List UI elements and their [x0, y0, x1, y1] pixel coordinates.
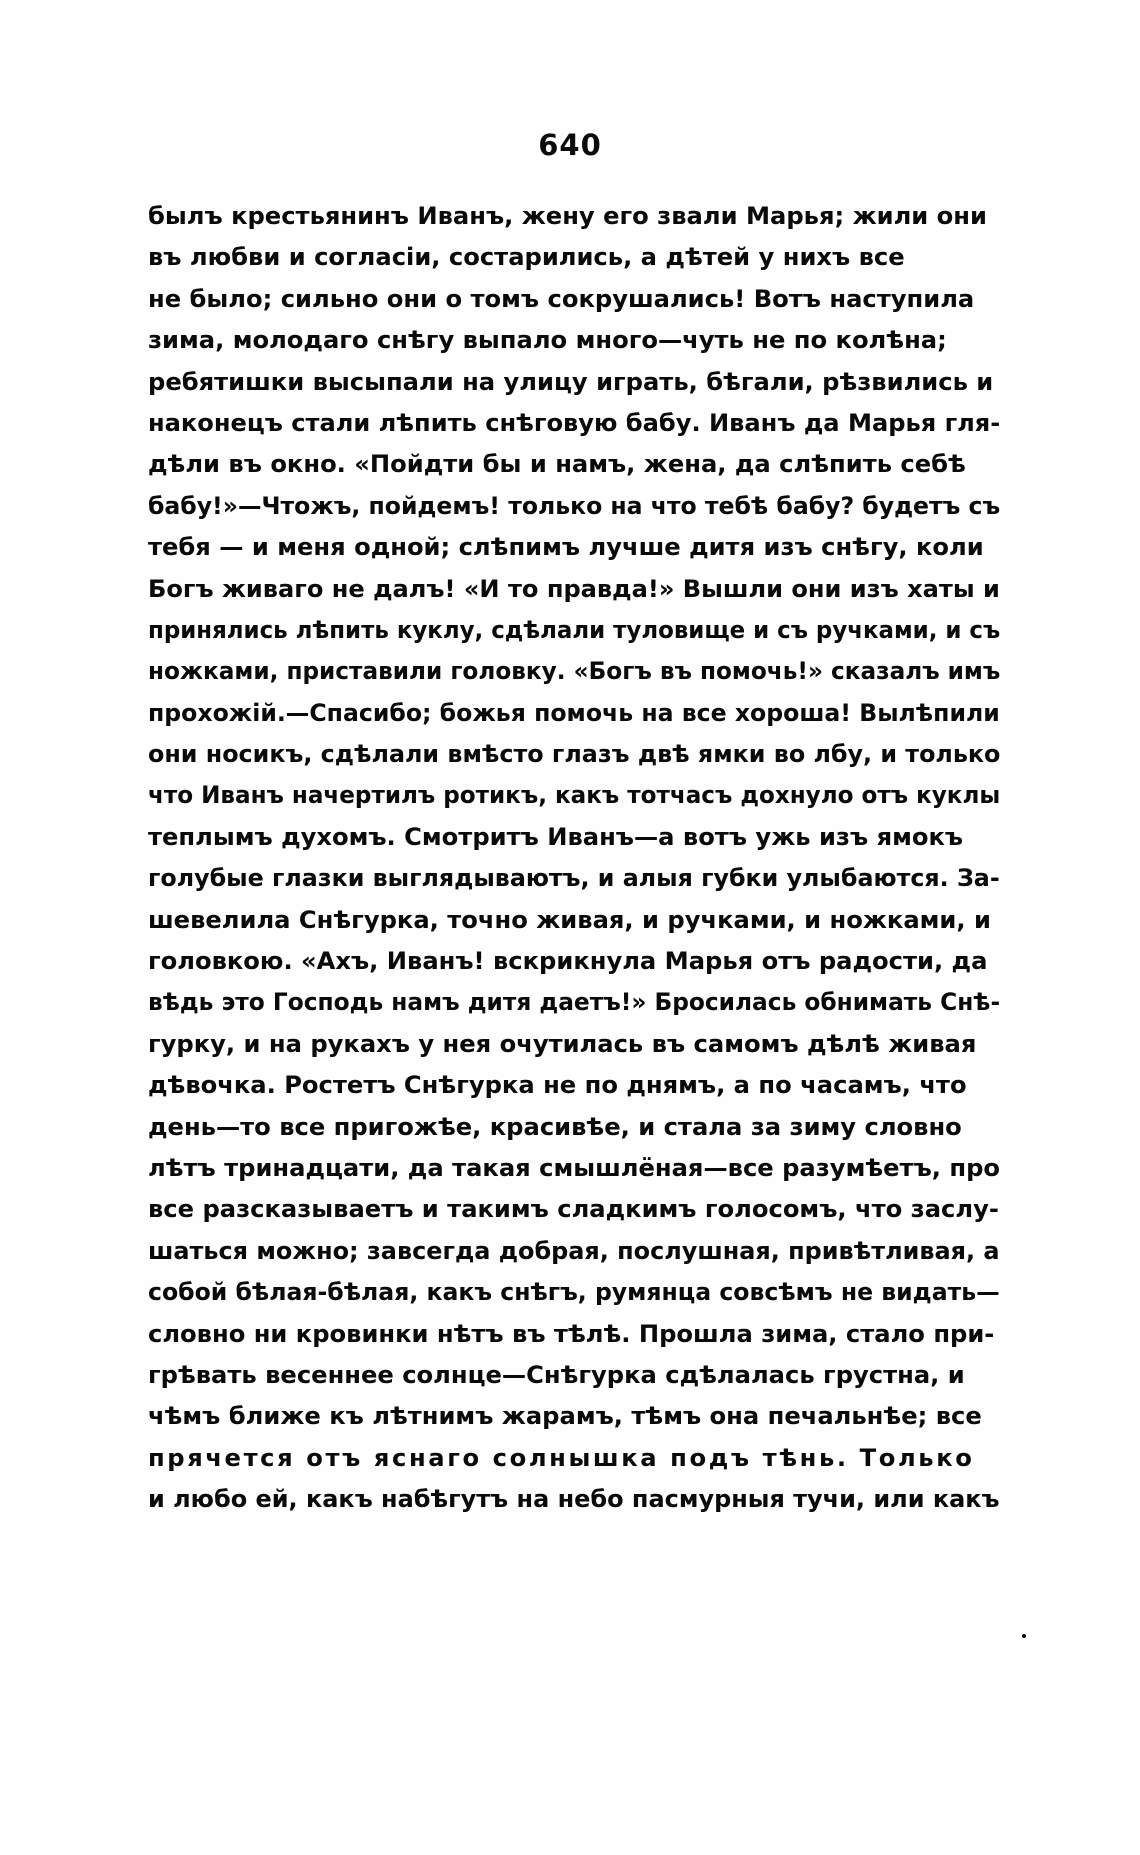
text-line: шевелила Снѣгурка, точно живая, и ручками, и ножками, и [148, 905, 991, 934]
text-line: все разсказываетъ и такимъ сладкимъ голосомъ, что заслу- [148, 1195, 999, 1224]
text-line: собой бѣлая-бѣлая, какъ снѣгъ, румянца совсѣмъ не видать— [148, 1278, 1000, 1307]
page-ink-mark [1022, 1634, 1026, 1638]
text-line: теплымъ духомъ. Смотритъ Иванъ—а вотъ ужь изъ ямокъ [148, 822, 964, 851]
text-line: не было; сильно они о томъ сокрушались! Вотъ наступила [148, 284, 975, 313]
text-line: что Иванъ начертилъ ротикъ, какъ тотчасъ дохнуло отъ куклы [148, 781, 1001, 810]
text-line: дѣвочка. Ростетъ Снѣгурка не по днямъ, а по часамъ, что [148, 1071, 967, 1100]
text-line: прячется отъ яснаго солнышка подъ тѣнь. Только [148, 1443, 975, 1472]
text-line: головкою. «Ахъ, Иванъ! вскрикнула Марья отъ радости, да [148, 947, 988, 976]
text-line: гурку, и на рукахъ у нея очутилась въ самомъ дѣлѣ живая [148, 1029, 977, 1058]
text-line: день—то все пригожѣе, красивѣе, и стала за зиму словно [148, 1112, 962, 1141]
text-line: ребятишки высыпали на улицу играть, бѣгали, рѣзвились и [148, 367, 994, 396]
text-line: голубые глазки выглядываютъ, и алыя губки улыбаются. За- [148, 864, 1000, 893]
text-line: лѣтъ тринадцати, да такая смышлёная—все разумѣетъ, про [148, 1153, 1000, 1182]
text-line: тебя — и меня одной; слѣпимъ лучше дитя изъ снѣгу, коли [148, 533, 984, 562]
body-text [148, 196, 1000, 1521]
text-line: зима, молодаго снѣгу выпало много—чуть не по колѣна; [148, 326, 947, 355]
text-line: грѣвать весеннее солнце—Снѣгурка сдѣлалась грустна, и [148, 1360, 965, 1389]
text-line: они носикъ, сдѣлали вмѣсто глазъ двѣ ямки во лбу, и только [148, 740, 1001, 769]
text-line: шаться можно; завсегда добрая, послушная, привѣтливая, а [148, 1236, 1000, 1265]
text-line: вѣдь это Господь намъ дитя даетъ!» Бросилась обнимать Снѣ- [148, 988, 1001, 1017]
page-number: 640 [538, 128, 602, 162]
text-line: наконецъ стали лѣпить снѣговую бабу. Иванъ да Марья гля- [148, 408, 1001, 437]
text-line: прохожій.—Спасибо; божья помочь на все хороша! Вылѣпили [148, 698, 1000, 727]
text-line: дѣли въ окно. «Пойдти бы и намъ, жена, да слѣпить себѣ [148, 450, 966, 479]
text-line: и любо ей, какъ набѣгутъ на небо пасмурныя тучи, или какъ [148, 1485, 1000, 1514]
text-line: чѣмъ ближе къ лѣтнимъ жарамъ, тѣмъ она печальнѣе; все [148, 1402, 982, 1431]
text-line: въ любви и согласіи, состарились, а дѣтей у нихъ все [148, 243, 905, 272]
text-line: Богъ живаго не далъ! «И то правда!» Вышли они изъ хаты и [148, 574, 1000, 603]
text-line: былъ крестьянинъ Иванъ, жену его звали Марья; жили они [148, 202, 987, 230]
text-line: принялись лѣпить куклу, сдѣлали туловище и съ ручками, и съ [148, 615, 1001, 644]
text-line: бабу!»—Чтожъ, пойдемъ! только на что тебѣ бабу? будетъ съ [148, 491, 1001, 520]
text-line: ножками, приставили головку. «Богъ въ помочь!» сказалъ имъ [148, 657, 1001, 686]
text-line: словно ни кровинки нѣтъ въ тѣлѣ. Прошла зима, стало при- [148, 1319, 995, 1348]
